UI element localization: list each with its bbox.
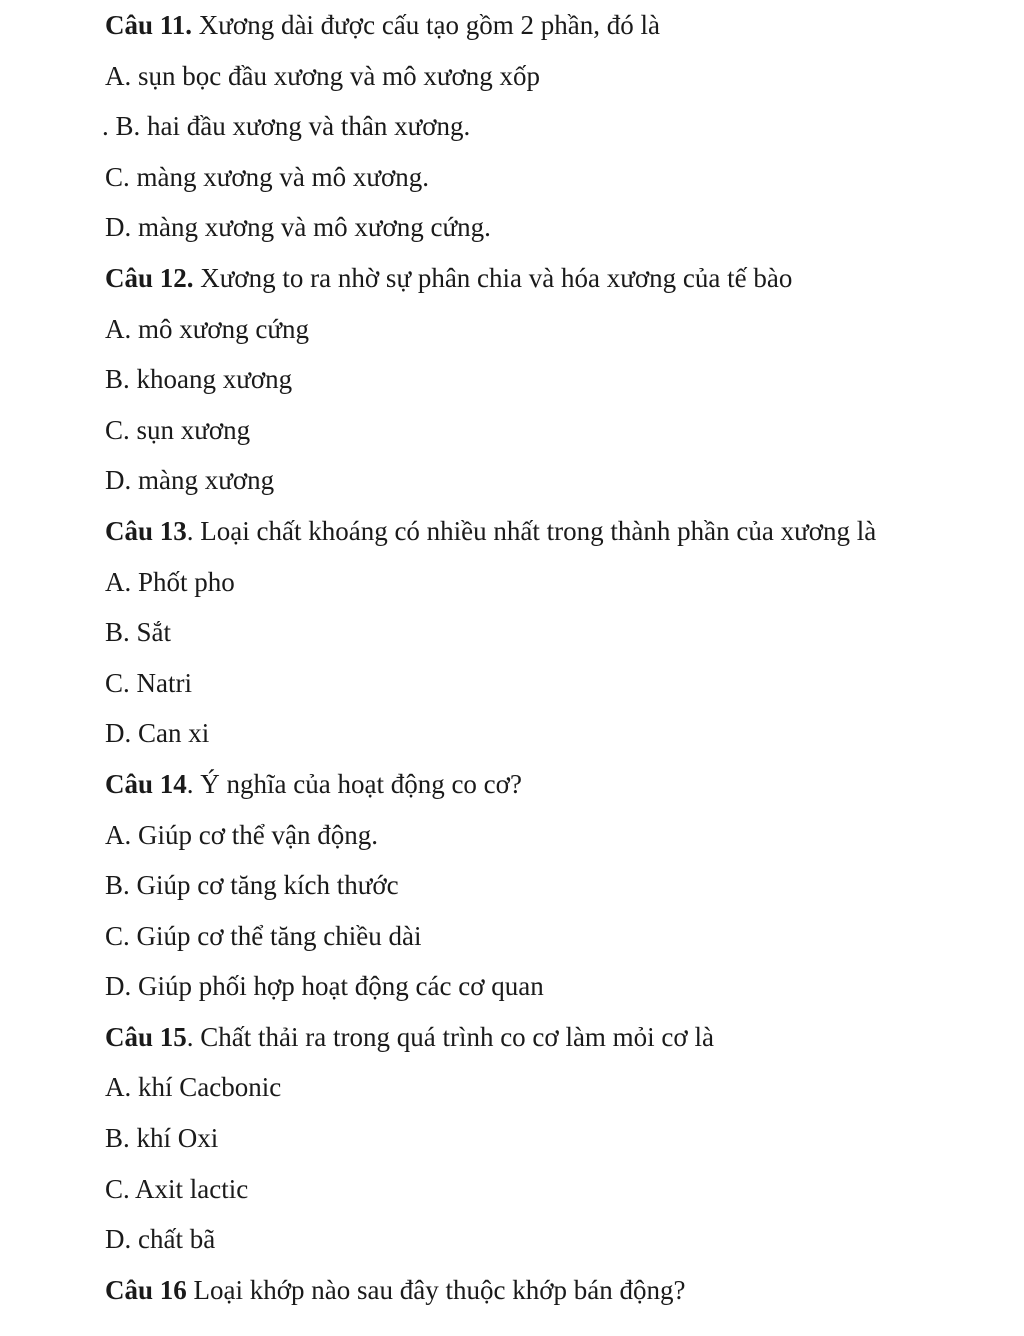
answer-option: B. Sắt — [105, 617, 172, 648]
question-text: Loại khớp nào sau đây thuộc khớp bán động? — [186, 1274, 686, 1305]
answer-option: D. màng xương — [105, 465, 275, 496]
answer-option: C. Natri — [105, 667, 192, 698]
answer-option: C. màng xương và mô xương. — [105, 161, 430, 192]
answer-option: . B. hai đầu xương và thân xương. — [102, 111, 471, 142]
question-number: Câu 14 — [105, 768, 187, 799]
quiz-document — [102, 0, 1005, 1315]
question-14 — [105, 759, 1005, 810]
answer-option: D. chất bã — [105, 1224, 216, 1255]
answer-option: B. khoang xương — [105, 364, 293, 395]
answer-option: B. Giúp cơ tăng kích thước — [105, 870, 399, 901]
answer-option: A. sụn bọc đầu xương và mô xương xốp — [105, 60, 541, 91]
question-12 — [105, 253, 1005, 304]
question-text: Xương to ra nhờ sự phân chia và hóa xương của tế bào — [193, 262, 793, 293]
question-15 — [105, 1012, 1005, 1063]
answer-option: C. Axit lactic — [105, 1173, 249, 1204]
answer-option: D. màng xương và mô xương cứng. — [105, 212, 491, 243]
question-number: Câu 16 — [105, 1274, 187, 1305]
answer-option: B. khí Oxi — [105, 1123, 219, 1154]
answer-option: A. Phốt pho — [105, 566, 235, 597]
answer-option: C. sụn xương — [105, 414, 251, 445]
answer-option: A. Giúp cơ thể vận động. — [105, 819, 378, 850]
answer-option: D. Giúp phối hợp hoạt động các cơ quan — [105, 971, 544, 1002]
answer-option: A. mô xương cứng — [105, 313, 310, 344]
question-number: Câu 13 — [105, 515, 187, 546]
question-number: Câu 11. — [105, 10, 193, 40]
answer-option: D. Can xi — [105, 718, 210, 749]
question-text: . Loại chất khoáng có nhiều nhất trong thành phần của xương là — [186, 515, 877, 546]
question-16 — [105, 1265, 1005, 1316]
question-number: Câu 15 — [105, 1021, 187, 1052]
question-11 — [105, 0, 1005, 51]
answer-option: C. Giúp cơ thể tăng chiều dài — [105, 920, 422, 951]
question-number: Câu 12. — [105, 262, 194, 293]
answer-option: A. khí Cacbonic — [105, 1072, 282, 1103]
question-text: . Chất thải ra trong quá trình co cơ làm mỏi cơ là — [186, 1021, 714, 1052]
question-text: Xương dài được cấu tạo gồm 2 phần, đó là — [192, 10, 660, 40]
question-13 — [105, 506, 1005, 557]
question-text: . Ý nghĩa của hoạt động co cơ? — [186, 768, 522, 799]
